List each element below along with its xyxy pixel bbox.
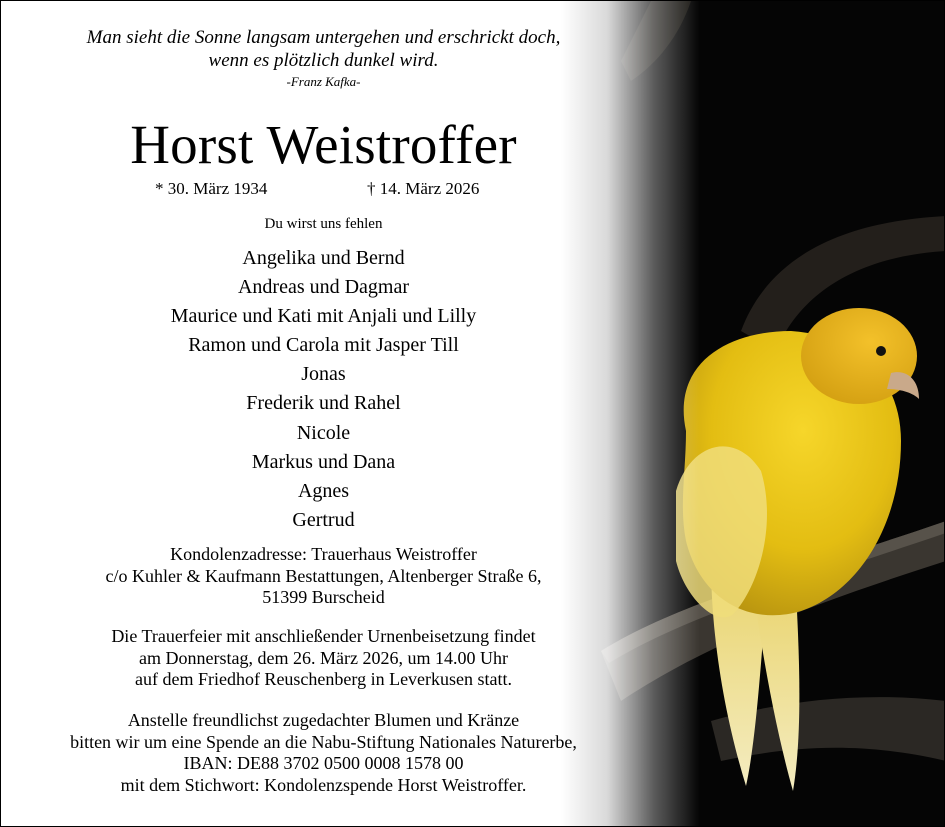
donation-line: bitten wir um eine Spende an die Nabu-Stiftung Nationales Naturerbe, — [70, 731, 577, 752]
family-member: Agnes — [297, 479, 350, 502]
donation-line: Anstelle freundlichst zugedachter Blumen und Kränze — [127, 710, 520, 730]
family-member: Andreas und Dagmar — [237, 276, 410, 299]
family-member: Nicole — [296, 421, 351, 444]
quote — [1, 26, 646, 72]
donation-info — [1, 710, 646, 796]
family-member: Jonas — [301, 363, 346, 386]
ceremony-line: Die Trauerfeier mit anschließender Urnenbeisetzung findet — [111, 626, 536, 646]
family-member: Gertrud — [292, 508, 355, 531]
family-member: Ramon und Carola mit Jasper Till — [188, 334, 459, 357]
quote-line: Man sieht die Sonne langsam untergehen und erschrickt doch, — [86, 27, 561, 48]
farewell-text: Du wirst uns fehlen — [264, 216, 383, 232]
ceremony-info — [1, 626, 646, 691]
address-line: 51399 Burscheid — [262, 587, 385, 608]
ceremony-line: am Donnerstag, dem 26. März 2026, um 14.00 Uhr — [139, 647, 508, 668]
donation-line: mit dem Stichwort: Kondolenzspende Horst Weistroffer. — [120, 774, 527, 795]
family-member: Markus und Dana — [251, 450, 396, 473]
address-line: c/o Kuhler & Kaufmann Bestattungen, Altenberger Straße 6, — [105, 565, 542, 586]
birth-date: * 30. März 1934 — [155, 179, 268, 198]
address-line: Kondolenzadresse: Trauerhaus Weistroffer — [170, 544, 477, 564]
donation-line: IBAN: DE88 3702 0500 0008 1578 00 — [183, 753, 464, 774]
deceased-name: Horst Weistroffer — [130, 114, 517, 175]
condolence-address — [1, 544, 646, 609]
death-date: † 14. März 2026 — [367, 179, 480, 198]
family-member: Frederik und Rahel — [246, 392, 401, 415]
quote-author: -Franz Kafka- — [286, 74, 361, 89]
ceremony-line: auf dem Friedhof Reuschenberg in Leverkusen statt. — [134, 669, 513, 690]
family-member: Maurice und Kati mit Anjali und Lilly — [170, 305, 477, 328]
quote-line: wenn es plötzlich dunkel wird. — [208, 50, 439, 71]
family-member: Angelika und Bernd — [242, 247, 405, 269]
family-list — [1, 244, 646, 535]
